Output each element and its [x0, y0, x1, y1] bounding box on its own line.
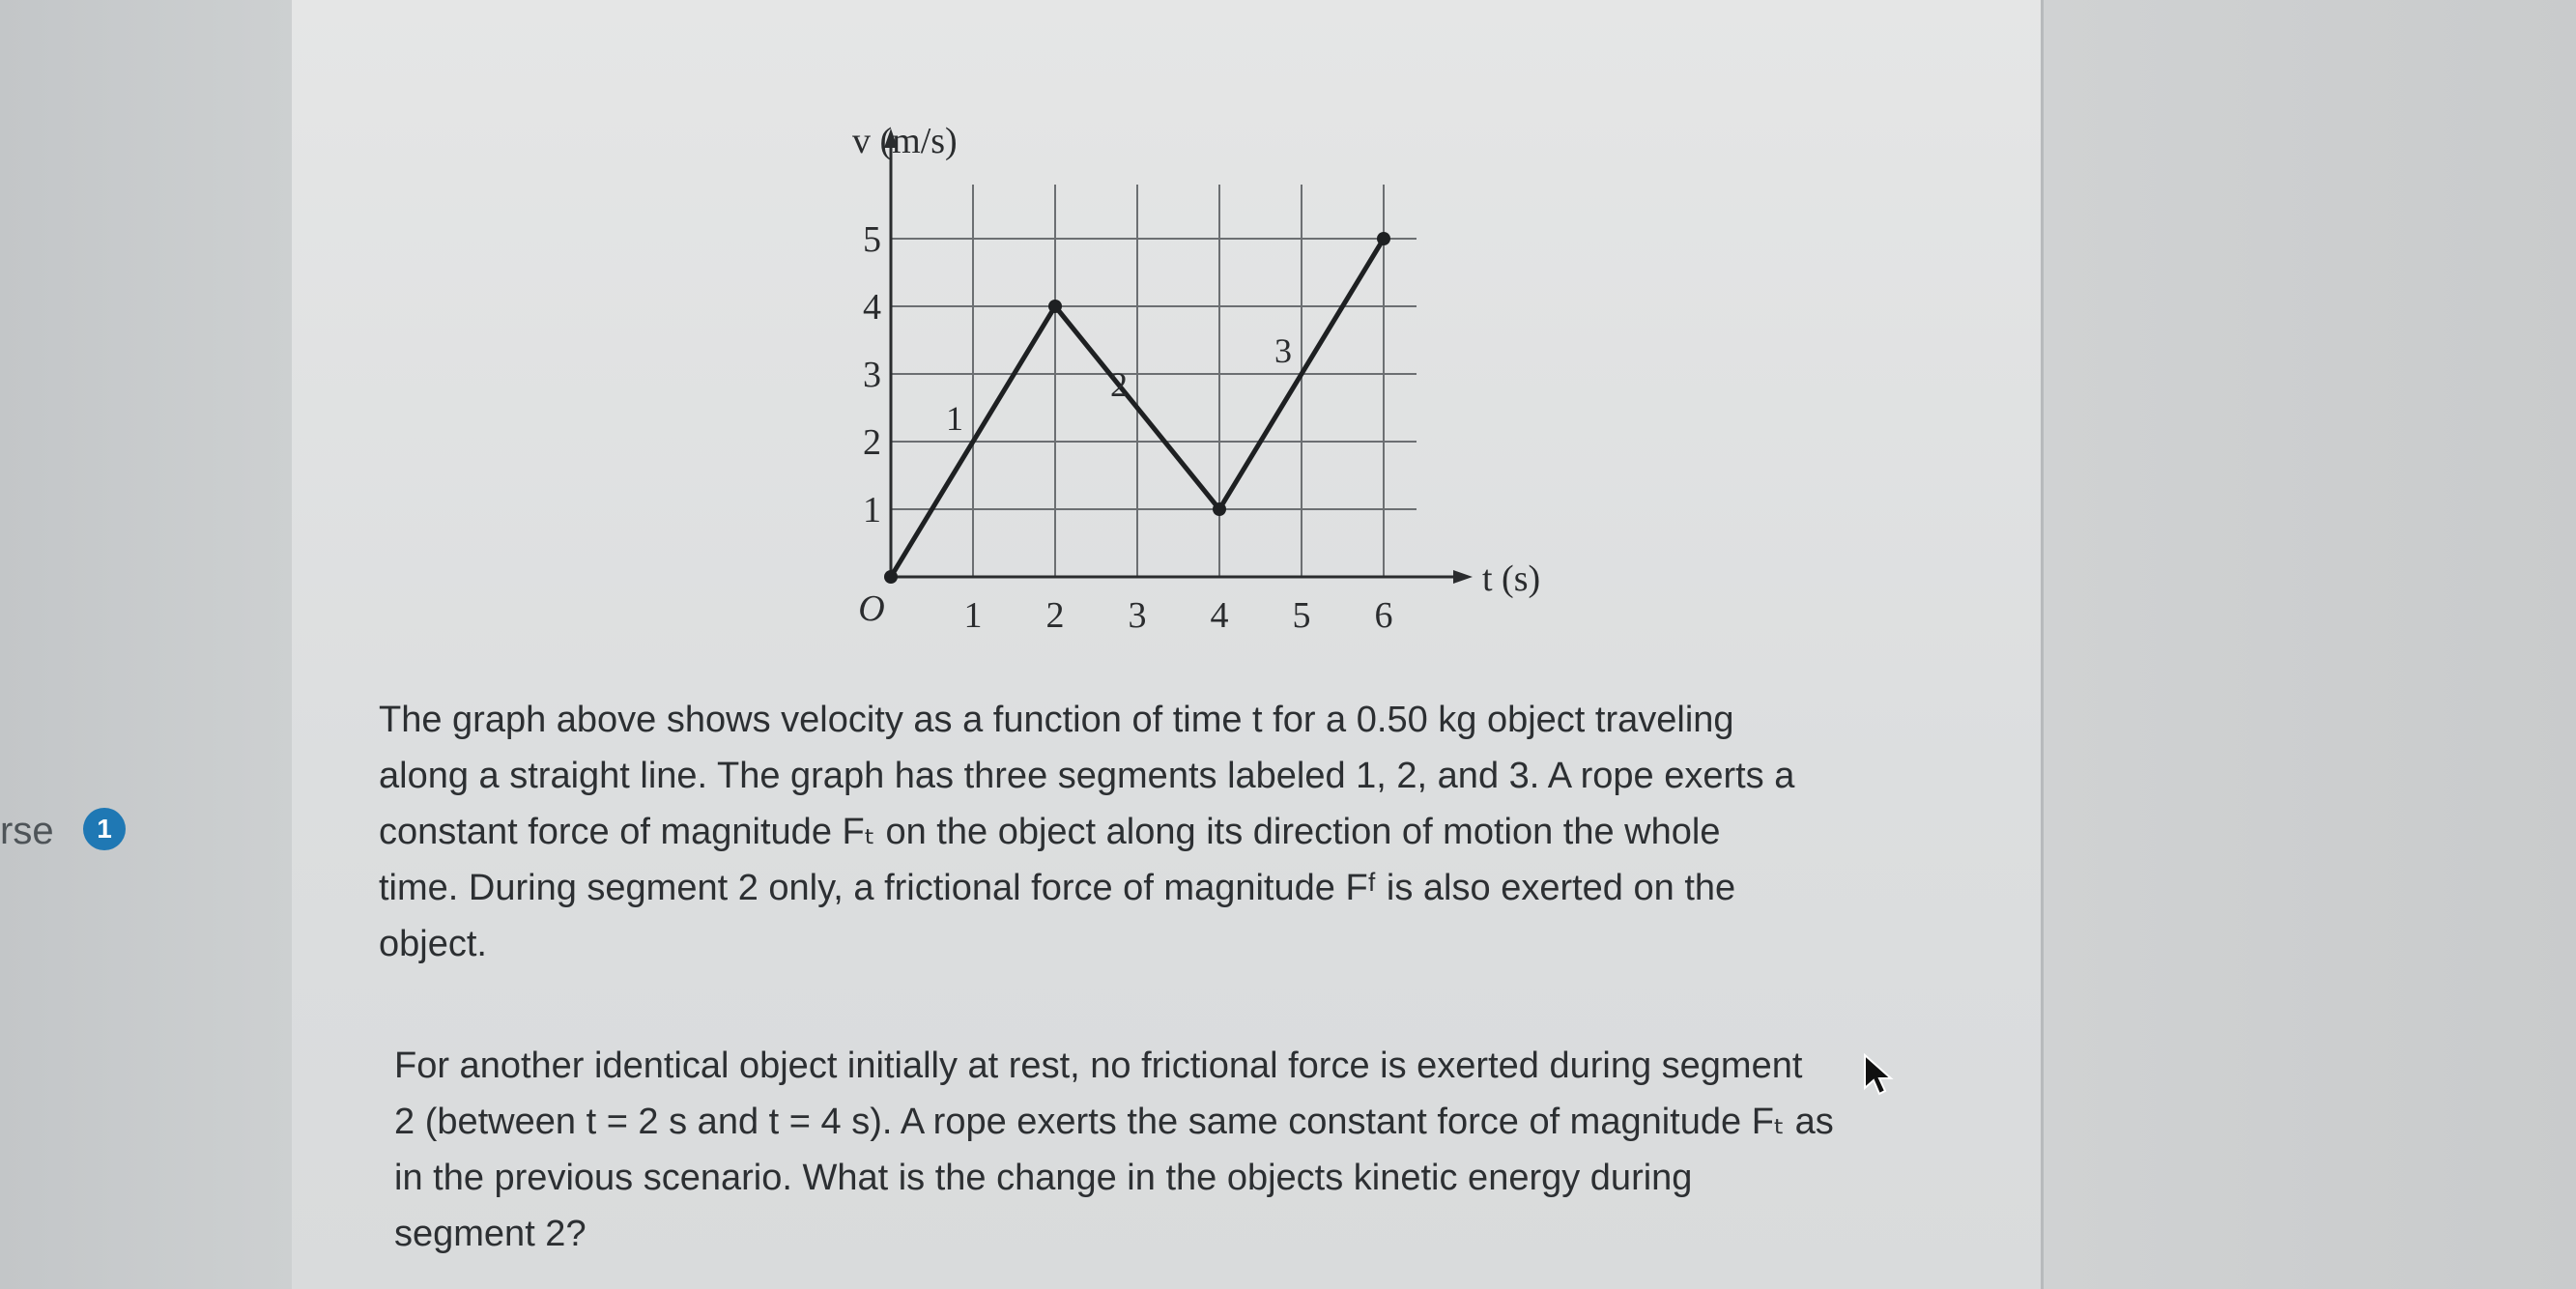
segment-label: 1 [946, 399, 963, 438]
right-gutter [2044, 0, 2576, 1289]
segment-label: 3 [1274, 331, 1292, 370]
question-line: in the previous scenario. What is the change in the objects kinetic energy during [394, 1158, 1693, 1198]
y-tick-label: 3 [863, 355, 881, 395]
question-paragraph-2 [394, 1038, 1979, 1262]
data-point [1377, 232, 1390, 245]
y-axis-label: v (m/s) [852, 121, 958, 161]
notification-badge[interactable]: 1 [83, 808, 126, 850]
x-tick-label: 5 [1292, 595, 1311, 636]
question-line: time. During segment 2 only, a frictional force of magnitude Fᶠ is also exerted on the [379, 868, 1736, 908]
y-tick-label: 4 [863, 287, 881, 328]
question-paragraph-1 [379, 692, 1963, 972]
question-line: object. [379, 924, 487, 964]
course-label[interactable]: rse [0, 810, 54, 852]
question-line: The graph above shows velocity as a function of time t for a 0.50 kg object traveling [379, 700, 1734, 740]
left-gutter [0, 0, 292, 1289]
segment-label: 2 [1110, 365, 1128, 404]
y-tick-label: 1 [863, 490, 881, 530]
question-line: For another identical object initially at rest, no frictional force is exerted during segment [394, 1046, 1803, 1086]
question-line: 2 (between t = 2 s and t = 4 s). A rope exerts the same constant force of magnitude Fₜ as [394, 1102, 1834, 1142]
mouse-cursor-icon [1863, 1053, 1896, 1096]
y-tick-label: 2 [863, 422, 881, 463]
data-point [1048, 300, 1062, 313]
question-line: constant force of magnitude Fₜ on the object along its direction of motion the whole [379, 812, 1721, 852]
question-line: along a straight line. The graph has three segments labeled 1, 2, and 3. A rope exerts a [379, 756, 1795, 796]
x-tick-label: 3 [1128, 595, 1147, 636]
origin-label: O [858, 588, 885, 629]
x-tick-label: 6 [1374, 595, 1393, 636]
x-axis-arrow-icon [1453, 570, 1473, 584]
question-line: segment 2? [394, 1214, 587, 1254]
x-tick-label: 4 [1210, 595, 1229, 636]
y-tick-label: 5 [863, 219, 881, 260]
x-axis-label: t (s) [1482, 559, 1541, 599]
data-point [884, 570, 898, 584]
x-tick-label: 2 [1045, 595, 1065, 636]
x-tick-label: 1 [963, 595, 983, 636]
velocity-time-graph [792, 106, 1546, 667]
data-point [1213, 502, 1226, 516]
